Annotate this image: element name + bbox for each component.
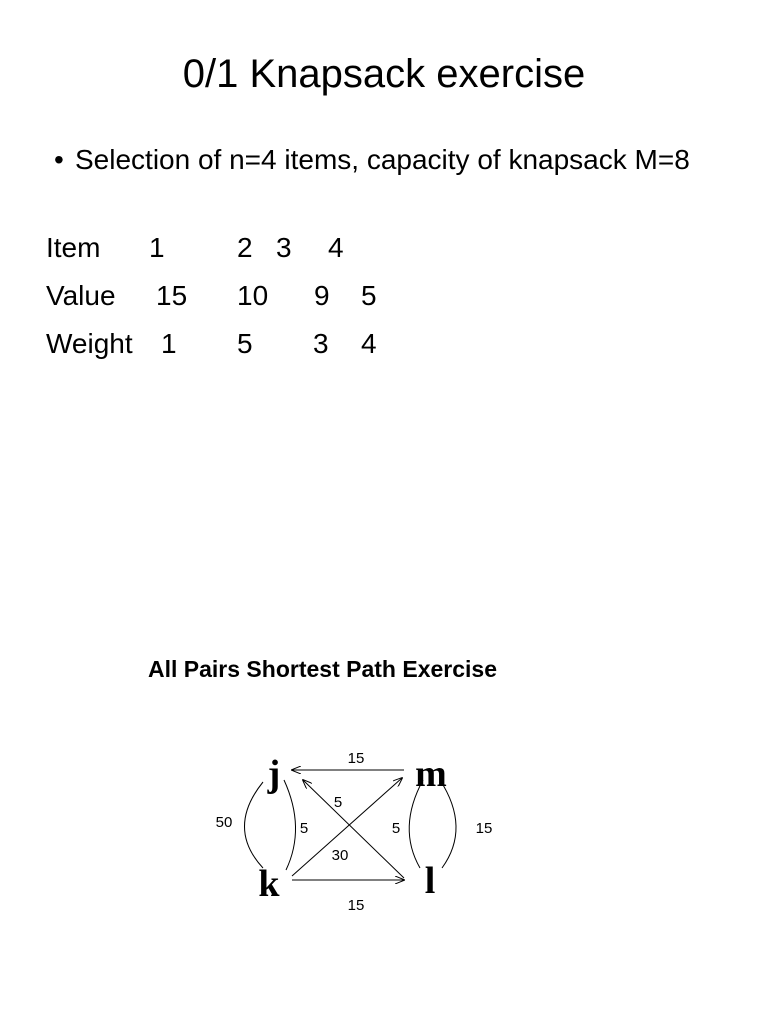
table-cell: 4 <box>328 232 344 263</box>
table-cell: 1 <box>149 232 165 263</box>
table-cell: 3 <box>276 232 292 263</box>
slide-title: 0/1 Knapsack exercise <box>182 52 586 96</box>
edge-label-k-to-l: 15 <box>347 897 365 914</box>
node-m: m <box>415 753 447 795</box>
table-cell: 10 <box>237 280 269 311</box>
row-label: Value <box>46 280 116 311</box>
node-j: j <box>267 753 281 795</box>
edge-label-l-to-j: 5 <box>333 794 343 811</box>
table-cell: 5 <box>237 328 253 359</box>
edge-label-l-to-m: 5 <box>391 820 401 837</box>
table-cell: 2 <box>237 232 253 263</box>
node-l: l <box>424 860 436 902</box>
table-cell: 15 <box>156 280 188 311</box>
table-cell: 3 <box>313 328 329 359</box>
diagram-title: All Pairs Shortest Path Exercise <box>148 656 497 682</box>
bullet-text: Selection of n=4 items, capacity of knapsack M=8 <box>75 144 690 175</box>
table-cell: 5 <box>361 280 377 311</box>
table-cell: 4 <box>361 328 377 359</box>
bullet-marker: • <box>54 144 64 175</box>
edge-label-m-to-l: 15 <box>475 820 493 837</box>
edge-label-j-to-k: 5 <box>299 820 309 837</box>
edge-j-to-k <box>284 780 296 870</box>
table-cell: 9 <box>314 280 330 311</box>
edge-l-to-j <box>303 780 404 878</box>
row-label: Weight <box>46 328 133 359</box>
edge-k-to-j <box>245 782 264 868</box>
node-k: k <box>258 863 280 905</box>
edge-label-k-to-m: 30 <box>331 847 349 864</box>
edge-label-m-to-j: 15 <box>347 750 365 767</box>
edge-label-k-to-j: 50 <box>215 814 233 831</box>
table-cell: 1 <box>161 328 177 359</box>
row-label: Item <box>46 232 101 263</box>
